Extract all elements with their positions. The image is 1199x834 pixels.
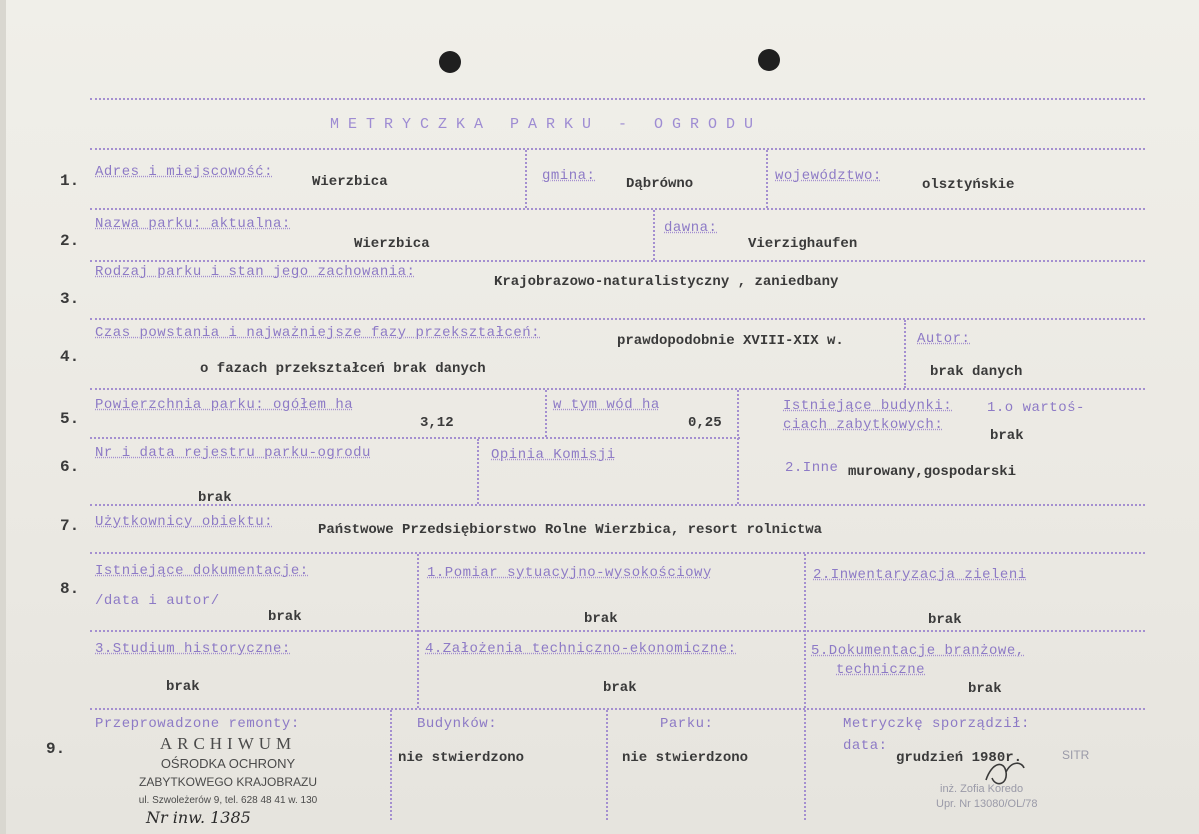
register-label: Nr i data rejestru parku-ogrodu [95,445,371,461]
rule [90,552,1145,554]
author-stamp-license: Upr. Nr 13080/OL/78 [936,798,1038,810]
row-number: 4. [60,348,80,366]
divider [390,710,392,820]
address-label: Adres i miejscowość: [95,164,274,180]
park-name-value: Wierzbica [354,236,430,252]
author-value: brak danych [930,364,1023,380]
branch-docs-label: 5.Dokumentacje branżowe, [811,643,1025,659]
study-label: 3.Studium historyczne: [95,641,291,657]
prepared-by-label: Metryczkę sporządził: [843,716,1030,732]
study-value: brak [166,679,200,695]
buildings-historic-text: 1.o wartoś- [987,400,1085,416]
repairs-buildings-value: nie stwierdzono [398,750,525,766]
commune-value: Dąbrówno [626,176,694,192]
address-value: Wierzbica [312,174,388,190]
phases-value: o fazach przekształceń brak danych [200,361,486,377]
inventory-value: brak [928,612,962,628]
assumptions-value: brak [603,680,637,696]
rule [90,318,1145,320]
date-value: grudzień 1980r. [896,750,1023,766]
divider [804,710,806,820]
voivodeship-label: województwo: [775,168,882,184]
row-number: 2. [60,232,80,250]
branch-docs-value: brak [968,681,1002,697]
register-value: brak [198,490,232,506]
archive-stamp-line3: ZABYTKOWEGO KRAJOBRAZU [138,775,318,789]
buildings-historic-text-2: ciach zabytkowych: [783,417,944,433]
rule [90,260,1145,262]
docs-sub-label: /data i autor/ [95,593,220,609]
assumptions-label: 4.Założenia techniczno-ekonomiczne: [425,641,737,657]
water-value: 0,25 [688,415,722,431]
users-label: Użytkownicy obiektu: [95,514,274,530]
author-stamp-org: SITR [1062,748,1090,762]
area-value: 3,12 [420,415,454,431]
commission-label: Opinia Komisji [491,447,616,463]
row-number: 7. [60,517,80,535]
divider [477,439,479,504]
divider [545,390,547,437]
water-label: w tym wód ha [553,397,660,413]
archive-stamp-line2: OŚRODKA OCHRONY [160,756,296,771]
divider [525,150,527,208]
rule [90,98,1145,100]
rule [90,388,1145,390]
author-stamp-name: inż. Zofia Koredo [940,783,1024,795]
other-buildings-value: murowany,gospodarski [848,464,1017,480]
row-number: 1. [60,172,80,190]
punch-hole-right [758,49,780,71]
park-type-value: Krajobrazowo-naturalistyczny , zaniedbany [494,274,839,290]
divider [417,554,419,708]
form-title: METRYCZKA PARKU - OGRODU [330,116,763,133]
author-label: Autor: [917,331,971,347]
row-number: 5. [60,410,80,428]
divider [737,390,739,504]
row-number: 3. [60,290,80,308]
repairs-buildings-label: Budynków: [417,716,498,732]
survey-label: 1.Pomiar sytuacyjno-wysokościowy [427,565,712,581]
repairs-label: Przeprowadzone remonty: [95,716,300,732]
archive-stamp-title: ARCHIWUM [159,734,297,753]
punch-hole-left [439,51,461,73]
park-name-label: Nazwa parku: aktualna: [95,216,291,232]
divider [804,554,806,708]
divider [606,710,608,820]
commune-label: gmina: [542,168,596,184]
signature-mark [982,758,1028,788]
period-label: Czas powstania i najważniejsze fazy przekształceń: [95,325,541,341]
repairs-park-label: Parku: [660,716,714,732]
rule [90,437,740,439]
branch-docs-label-2: techniczne [836,662,926,678]
inventory-number-handwritten: Nr inw. 1385 [146,808,251,827]
docs-value: brak [268,609,302,625]
survey-value: brak [584,611,618,627]
docs-label: Istniejące dokumentacje: [95,563,309,579]
former-name-value: Vierzighaufen [748,236,858,252]
row-number: 6. [60,458,80,476]
area-label: Powierzchnia parku: ogółem ha [95,397,354,413]
rule [90,208,1145,210]
divider [904,320,906,388]
archive-stamp-address: ul. Szwoleżerów 9, tel. 628 48 41 w. 130 [138,795,318,806]
repairs-park-value: nie stwierdzono [622,750,749,766]
buildings-historic-value: brak [990,428,1024,444]
park-type-label: Rodzaj parku i stan jego zachowania: [95,264,416,280]
rule [90,148,1145,150]
former-name-label: dawna: [664,220,718,236]
divider [653,210,655,260]
period-value: prawdopodobnie XVIII-XIX w. [617,333,844,349]
voivodeship-value: olsztyńskie [922,177,1015,193]
inventory-label: 2.Inwentaryzacja zieleni [813,567,1027,583]
rule [90,708,1145,710]
divider [766,150,768,208]
date-label: data: [843,738,888,754]
rule [90,630,1145,632]
row-number: 9. [46,740,66,758]
row-number: 8. [60,580,80,598]
other-buildings-label: 2.Inne [785,460,839,476]
paper-edge [0,0,6,834]
users-value: Państwowe Przedsiębiorstwo Rolne Wierzbica, resort rolnictwa [318,522,823,538]
buildings-label: Istniejące budynki: [783,398,953,414]
rule [90,504,1145,506]
